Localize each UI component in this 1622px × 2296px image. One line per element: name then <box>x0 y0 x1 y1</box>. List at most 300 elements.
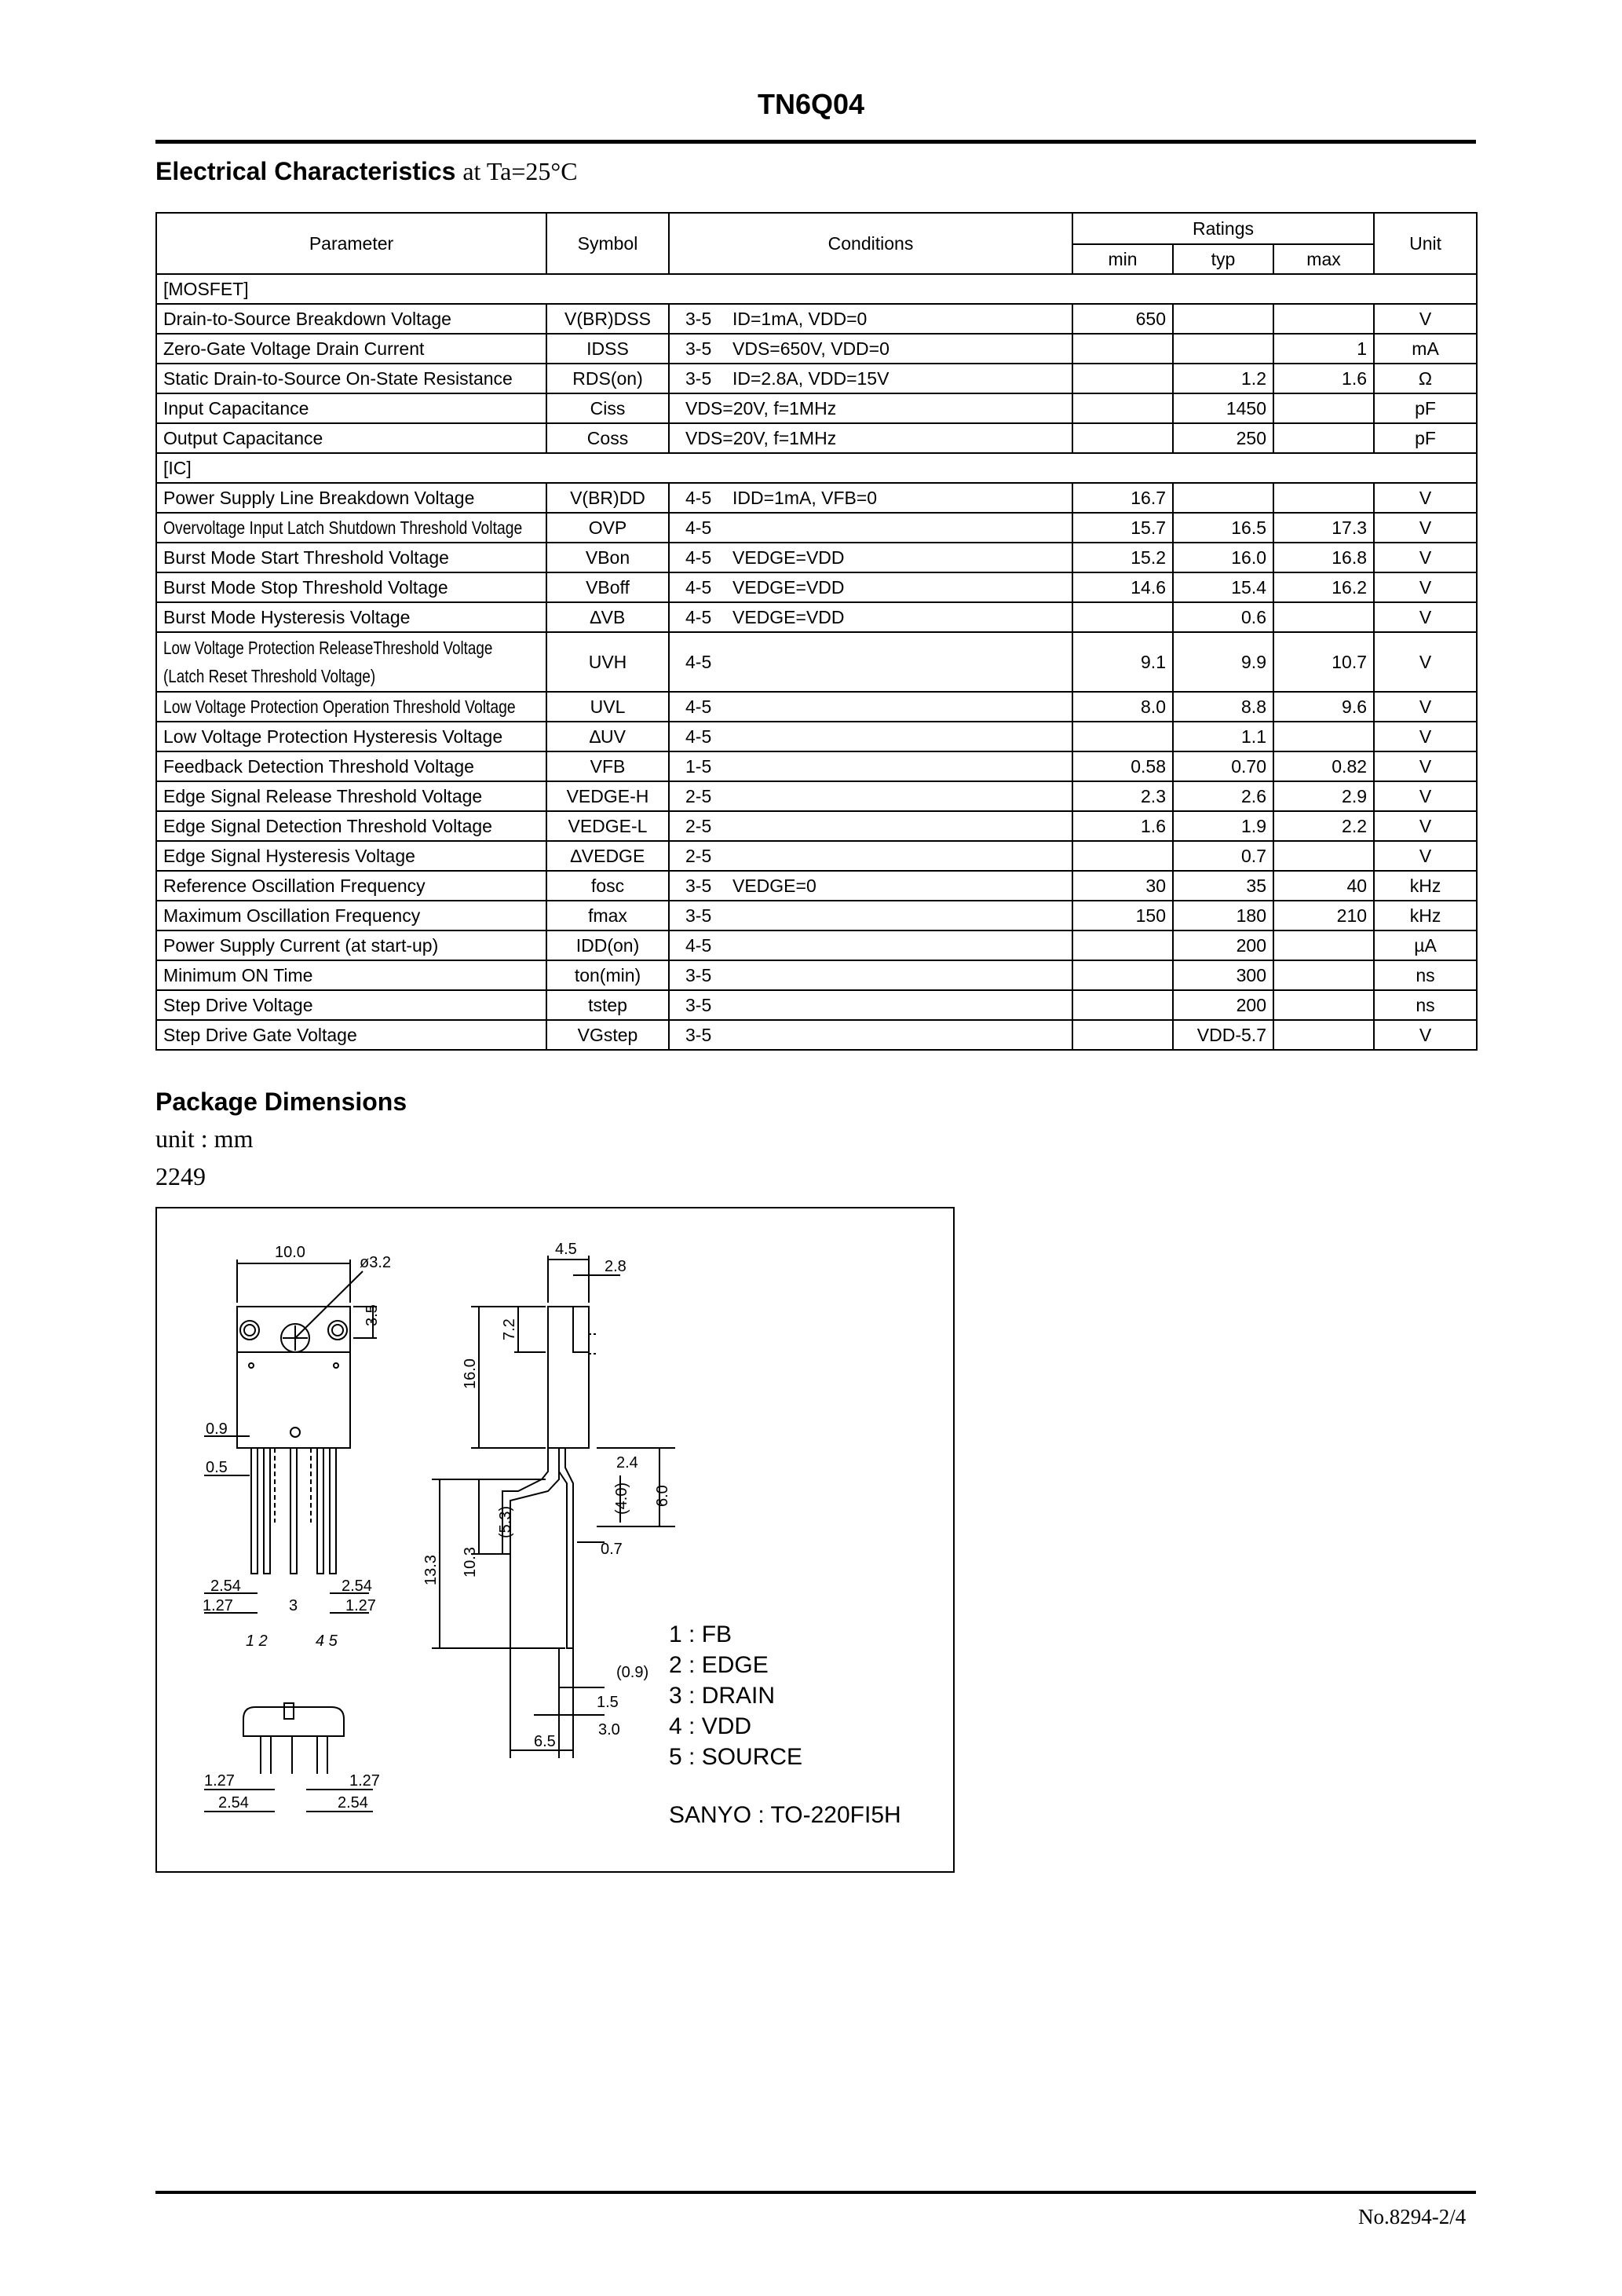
param-cell-text: Reference Oscillation Frequency <box>163 875 426 896</box>
unit-cell <box>1374 513 1477 543</box>
typ-cell <box>1173 483 1273 513</box>
max-cell-text: 2.2 <box>1342 815 1368 836</box>
title-divider <box>155 140 1476 144</box>
conditions-cell <box>669 543 1072 572</box>
param-cell-text: Output Capacitance <box>163 427 323 448</box>
unit-cell-text: pF <box>1415 427 1436 448</box>
typ-cell-text: 300 <box>1236 964 1266 985</box>
symbol-cell-text: fmax <box>588 905 627 926</box>
param-cell <box>156 781 546 811</box>
typ-cell-text: 8.8 <box>1241 696 1266 717</box>
dim-103: 10.3 <box>462 1547 479 1578</box>
package-drawing <box>157 1208 953 1871</box>
min-cell <box>1072 483 1173 513</box>
max-cell-text: 1 <box>1357 338 1368 359</box>
symbol-cell <box>546 692 669 722</box>
dim-254-bottom-right: 2.54 <box>338 1794 368 1812</box>
typ-cell-text: 2.6 <box>1241 785 1266 806</box>
package-code: 2249 <box>155 1162 206 1190</box>
dim-05: 0.5 <box>206 1459 228 1476</box>
table-row <box>156 901 1477 930</box>
max-cell <box>1273 602 1374 632</box>
col-unit: Unit <box>1374 213 1477 274</box>
param-cell-text: Low Voltage Protection Operation Threshold Voltage <box>163 696 516 717</box>
unit-cell-text: kHz <box>1409 905 1441 926</box>
conditions-cell <box>669 722 1072 751</box>
typ-cell-text: 35 <box>1246 875 1266 896</box>
param-cell <box>156 751 546 781</box>
max-cell <box>1273 722 1374 751</box>
conditions-cell <box>669 632 1072 692</box>
table-row <box>156 960 1477 990</box>
param-cell-text: Step Drive Gate Voltage <box>163 1024 357 1045</box>
col-max: max <box>1273 244 1374 274</box>
col-parameter: Parameter <box>156 213 546 274</box>
unit-cell-text: V <box>1419 755 1432 777</box>
pins-text: 4-5 <box>685 487 712 508</box>
unit-cell <box>1374 393 1477 423</box>
symbol-cell <box>546 572 669 602</box>
min-cell-text: 16.7 <box>1131 487 1166 508</box>
param-cell-text: Step Drive Voltage <box>163 994 313 1015</box>
typ-cell-text: 200 <box>1236 934 1266 956</box>
param-cell-text: Burst Mode Start Threshold Voltage <box>163 547 449 568</box>
param-cell-text: Edge Signal Detection Threshold Voltage <box>163 815 492 836</box>
conditions-cell <box>669 364 1072 393</box>
conditions-cell <box>669 901 1072 930</box>
param-cell <box>156 364 546 393</box>
symbol-cell-text: V(BR)DSS <box>564 308 651 329</box>
unit-cell <box>1374 990 1477 1020</box>
pins-text: 3-5 <box>685 964 712 985</box>
document-title: TN6Q04 <box>757 88 865 120</box>
typ-cell <box>1173 990 1273 1020</box>
typ-cell-text: 1.1 <box>1241 726 1266 747</box>
group-ic-row <box>156 453 1477 483</box>
typ-cell <box>1173 781 1273 811</box>
col-symbol: Symbol <box>546 213 669 274</box>
param-cell <box>156 722 546 751</box>
symbol-cell <box>546 602 669 632</box>
col-ratings: Ratings <box>1072 213 1374 244</box>
typ-cell <box>1173 1020 1273 1050</box>
param-cell-text: Zero-Gate Voltage Drain Current <box>163 338 425 359</box>
table-row <box>156 841 1477 871</box>
unit-cell <box>1374 960 1477 990</box>
typ-cell-text: 16.5 <box>1231 517 1266 538</box>
param-text: (Latch Reset Threshold Voltage) <box>163 666 376 686</box>
unit-cell <box>1374 572 1477 602</box>
min-cell <box>1072 990 1173 1020</box>
param-cell <box>156 901 546 930</box>
dim-width: 10.0 <box>275 1244 305 1261</box>
condition-text: VEDGE=VDD <box>732 547 845 568</box>
unit-cell <box>1374 811 1477 841</box>
typ-cell <box>1173 692 1273 722</box>
min-cell <box>1072 334 1173 364</box>
heading-text: Electrical Characteristics <box>155 157 456 185</box>
typ-cell-text: 180 <box>1236 905 1266 926</box>
dim-body-height: 16.0 <box>462 1358 479 1389</box>
param-cell <box>156 1020 546 1050</box>
group-mosfet-row-label-text: [MOSFET] <box>163 278 249 299</box>
param-cell-text: Static Drain-to-Source On-State Resistance <box>163 367 513 389</box>
max-cell-text: 2.9 <box>1342 785 1368 806</box>
table-row <box>156 483 1477 513</box>
param-cell <box>156 871 546 901</box>
min-cell-text: 1.6 <box>1141 815 1166 836</box>
group-ic-row-label <box>156 453 1477 483</box>
max-cell <box>1273 513 1374 543</box>
table-row <box>156 334 1477 364</box>
pins-text: 2-5 <box>685 845 712 866</box>
symbol-cell <box>546 543 669 572</box>
max-cell-text: 0.82 <box>1332 755 1368 777</box>
max-cell <box>1273 334 1374 364</box>
table-row <box>156 781 1477 811</box>
min-cell <box>1072 841 1173 871</box>
dim-tab-height: 7.2 <box>501 1318 518 1340</box>
min-cell <box>1072 751 1173 781</box>
param-cell-text: Burst Mode Hysteresis Voltage <box>163 606 411 627</box>
typ-cell <box>1173 811 1273 841</box>
symbol-cell-text: VBoff <box>586 576 630 598</box>
electrical-characteristics-heading <box>155 157 578 186</box>
typ-cell-text: 200 <box>1236 994 1266 1015</box>
unit-cell-text: ns <box>1416 964 1435 985</box>
dim-65: 6.5 <box>534 1733 556 1750</box>
pins-text: 2-5 <box>685 815 712 836</box>
unit-cell <box>1374 841 1477 871</box>
dim-30: 3.0 <box>598 1721 620 1738</box>
typ-cell-text: 9.9 <box>1241 651 1266 672</box>
max-cell <box>1273 692 1374 722</box>
param-cell <box>156 483 546 513</box>
max-cell-text: 10.7 <box>1332 651 1368 672</box>
typ-cell-text: 1.9 <box>1241 815 1266 836</box>
conditions-cell <box>669 811 1072 841</box>
dim-127-left: 1.27 <box>203 1597 233 1614</box>
min-cell <box>1072 304 1173 334</box>
symbol-cell <box>546 423 669 453</box>
pins-text: 3-5 <box>685 905 712 926</box>
min-cell <box>1072 692 1173 722</box>
package-dimensions-heading: Package Dimensions <box>155 1088 407 1116</box>
table-row <box>156 990 1477 1020</box>
min-cell-text: 30 <box>1145 875 1166 896</box>
max-cell <box>1273 393 1374 423</box>
unit-cell-text: V <box>1419 845 1432 866</box>
max-cell-text: 16.8 <box>1332 547 1368 568</box>
typ-cell <box>1173 751 1273 781</box>
pins-text: 4-5 <box>685 726 712 747</box>
dim-h6: 6.0 <box>654 1485 671 1507</box>
unit-cell-text: V <box>1419 576 1432 598</box>
dim-133: 13.3 <box>422 1555 440 1585</box>
min-cell-text: 9.1 <box>1141 651 1166 672</box>
group-mosfet-row-label <box>156 274 1477 304</box>
param-cell <box>156 841 546 871</box>
symbol-cell <box>546 364 669 393</box>
conditions-cell <box>669 334 1072 364</box>
unit-cell <box>1374 334 1477 364</box>
min-cell <box>1072 632 1173 692</box>
max-cell <box>1273 1020 1374 1050</box>
group-mosfet-row <box>156 274 1477 304</box>
symbol-cell <box>546 960 669 990</box>
pin-4: 4 : VDD <box>669 1713 752 1739</box>
max-cell-text: 16.2 <box>1332 576 1368 598</box>
symbol-cell <box>546 1020 669 1050</box>
unit-cell-text: pF <box>1415 397 1436 419</box>
min-cell <box>1072 423 1173 453</box>
col-conditions: Conditions <box>669 213 1072 274</box>
front-tab <box>237 1307 350 1352</box>
conditions-cell <box>669 781 1072 811</box>
unit-cell-text: V <box>1419 547 1432 568</box>
unit-cell <box>1374 1020 1477 1050</box>
min-cell <box>1072 543 1173 572</box>
symbol-cell <box>546 722 669 751</box>
unit-cell-text: Ω <box>1418 367 1433 389</box>
param-cell-text: Low Voltage Protection Hysteresis Voltage <box>163 726 503 747</box>
pins-text: 3-5 <box>685 1024 712 1045</box>
dim-254-bottom-left: 2.54 <box>218 1794 249 1812</box>
table-row <box>156 572 1477 602</box>
unit-cell <box>1374 602 1477 632</box>
unit-cell-text: V <box>1419 606 1432 627</box>
condition-text: VDS=650V, VDD=0 <box>732 338 890 359</box>
param-cell <box>156 960 546 990</box>
pins-text: 4-5 <box>685 696 712 717</box>
unit-cell <box>1374 692 1477 722</box>
typ-cell <box>1173 722 1273 751</box>
typ-cell-text: 250 <box>1236 427 1266 448</box>
param-cell <box>156 572 546 602</box>
symbol-cell-text: ∆UV <box>589 726 627 747</box>
typ-cell-text: 1450 <box>1226 397 1266 419</box>
unit-cell-text: V <box>1419 726 1432 747</box>
symbol-cell <box>546 811 669 841</box>
unit-cell <box>1374 781 1477 811</box>
condition-text: ID=2.8A, VDD=15V <box>732 367 890 389</box>
symbol-cell-text: V(BR)DD <box>570 487 645 508</box>
unit-cell <box>1374 722 1477 751</box>
pin-2: 2 : EDGE <box>669 1652 769 1678</box>
max-cell-text: 9.6 <box>1342 696 1368 717</box>
dim-09: 0.9 <box>206 1420 228 1438</box>
heading-condition: at Ta=25°C <box>462 157 578 185</box>
group-ic-row-label-text: [IC] <box>163 457 192 478</box>
header-row <box>156 213 1477 244</box>
table-row <box>156 692 1477 722</box>
max-cell <box>1273 364 1374 393</box>
condition-text: VEDGE=0 <box>732 875 816 896</box>
symbol-cell <box>546 901 669 930</box>
min-cell-text: 150 <box>1135 905 1166 926</box>
unit-cell-text: V <box>1419 517 1432 538</box>
typ-cell-text: 1.2 <box>1241 367 1266 389</box>
min-cell <box>1072 871 1173 901</box>
symbol-cell <box>546 632 669 692</box>
min-cell-text: 8.0 <box>1141 696 1166 717</box>
conditions-cell <box>669 602 1072 632</box>
min-cell <box>1072 1020 1173 1050</box>
symbol-cell <box>546 871 669 901</box>
unit-cell-text: µA <box>1414 934 1437 956</box>
param-cell <box>156 513 546 543</box>
param-cell <box>156 602 546 632</box>
symbol-cell-text: tstep <box>588 994 627 1015</box>
unit-cell <box>1374 483 1477 513</box>
max-cell <box>1273 632 1374 692</box>
unit-cell <box>1374 423 1477 453</box>
typ-cell <box>1173 632 1273 692</box>
dim-thickness: 4.5 <box>555 1241 577 1258</box>
condition-text: VDS=20V, f=1MHz <box>685 397 837 419</box>
unit-cell <box>1374 871 1477 901</box>
min-cell <box>1072 602 1173 632</box>
condition-text: VEDGE=VDD <box>732 606 845 627</box>
table-row <box>156 751 1477 781</box>
symbol-cell-text: VEDGE-H <box>566 785 649 806</box>
pin-nums-4-5: 4 5 <box>316 1632 338 1650</box>
max-cell <box>1273 483 1374 513</box>
max-cell <box>1273 751 1374 781</box>
min-cell-text: 15.2 <box>1131 547 1166 568</box>
unit-cell <box>1374 751 1477 781</box>
min-cell-text: 15.7 <box>1131 517 1166 538</box>
pins-text: 3-5 <box>685 308 712 329</box>
table-row <box>156 930 1477 960</box>
symbol-cell-text: RDS(on) <box>572 367 643 389</box>
table-row <box>156 543 1477 572</box>
conditions-cell <box>669 960 1072 990</box>
table-row <box>156 304 1477 334</box>
symbol-cell <box>546 930 669 960</box>
table-row <box>156 871 1477 901</box>
symbol-cell-text: Coss <box>586 427 629 448</box>
symbol-cell-text: VBon <box>585 547 630 568</box>
typ-cell <box>1173 543 1273 572</box>
unit-cell <box>1374 543 1477 572</box>
min-cell <box>1072 960 1173 990</box>
symbol-cell-text: VFB <box>590 755 626 777</box>
typ-cell <box>1173 960 1273 990</box>
symbol-cell <box>546 990 669 1020</box>
pin-nums-1-2: 1 2 <box>246 1632 268 1650</box>
max-cell <box>1273 304 1374 334</box>
pins-text: 4-5 <box>685 606 712 627</box>
param-cell-text: Feedback Detection Threshold Voltage <box>163 755 474 777</box>
dim-hole-offset: 3.5 <box>363 1304 381 1326</box>
pins-text: 2-5 <box>685 785 712 806</box>
typ-cell <box>1173 871 1273 901</box>
pin-3: 3 : DRAIN <box>669 1683 776 1709</box>
param-cell <box>156 334 546 364</box>
dim-127-bottom-left: 1.27 <box>204 1772 235 1790</box>
min-cell <box>1072 513 1173 543</box>
conditions-cell <box>669 304 1072 334</box>
symbol-cell-text: VEDGE-L <box>568 815 648 836</box>
typ-cell <box>1173 841 1273 871</box>
symbol-cell-text: Ciss <box>590 397 626 419</box>
param-cell <box>156 692 546 722</box>
pins-text: 4-5 <box>685 547 712 568</box>
param-cell-text: Minimum ON Time <box>163 964 313 985</box>
unit-cell-text: ns <box>1416 994 1435 1015</box>
max-cell-text: 40 <box>1346 875 1368 896</box>
unit-cell-text: V <box>1419 696 1432 717</box>
dim-tab: 2.8 <box>605 1258 627 1275</box>
typ-cell-text: VDD-5.7 <box>1196 1024 1266 1045</box>
max-cell <box>1273 572 1374 602</box>
typ-cell <box>1173 901 1273 930</box>
dim-53: (5.3) <box>497 1505 514 1538</box>
symbol-cell <box>546 334 669 364</box>
symbol-cell-text: UVL <box>590 696 626 717</box>
min-cell <box>1072 572 1173 602</box>
param-text: Low Voltage Protection ReleaseThreshold Voltage <box>163 638 493 658</box>
symbol-cell-text: ∆VEDGE <box>570 845 645 866</box>
col-typ: typ <box>1173 244 1273 274</box>
conditions-cell <box>669 692 1072 722</box>
min-cell <box>1072 811 1173 841</box>
param-cell-text: Power Supply Line Breakdown Voltage <box>163 487 475 508</box>
unit-cell-text: V <box>1419 308 1432 329</box>
typ-cell-text: 0.6 <box>1241 606 1266 627</box>
unit-cell-text: V <box>1419 487 1432 508</box>
typ-cell-text: 0.70 <box>1231 755 1266 777</box>
table-row <box>156 811 1477 841</box>
max-cell-text: 1.6 <box>1342 367 1368 389</box>
pins-text: 4-5 <box>685 517 712 538</box>
typ-cell-text: 0.7 <box>1241 845 1266 866</box>
min-cell-text: 2.3 <box>1141 785 1166 806</box>
min-cell <box>1072 901 1173 930</box>
max-cell <box>1273 811 1374 841</box>
pins-text: 3-5 <box>685 367 712 389</box>
condition-text: VEDGE=VDD <box>732 576 845 598</box>
pins-text: 4-5 <box>685 651 712 672</box>
min-cell <box>1072 781 1173 811</box>
symbol-cell <box>546 393 669 423</box>
max-cell <box>1273 543 1374 572</box>
unit-cell <box>1374 632 1477 692</box>
package-name: SANYO : TO-220FI5H <box>669 1802 901 1828</box>
max-cell <box>1273 423 1374 453</box>
pins-text: 3-5 <box>685 875 712 896</box>
max-cell-text: 17.3 <box>1332 517 1368 538</box>
symbol-cell-text: fosc <box>590 875 625 896</box>
min-cell-text: 0.58 <box>1131 755 1166 777</box>
param-cell-text: Burst Mode Stop Threshold Voltage <box>163 576 448 598</box>
max-cell-text: 210 <box>1336 905 1368 926</box>
table-row <box>156 722 1477 751</box>
pin-assignment-list <box>669 1619 802 1772</box>
side-body <box>548 1307 589 1448</box>
typ-cell <box>1173 513 1273 543</box>
table-row <box>156 393 1477 423</box>
min-cell <box>1072 364 1173 393</box>
pins-text: 4-5 <box>685 934 712 956</box>
symbol-cell <box>546 513 669 543</box>
conditions-cell <box>669 393 1072 423</box>
dim-hole: ø3.2 <box>360 1254 392 1271</box>
typ-cell <box>1173 423 1273 453</box>
conditions-cell <box>669 513 1072 543</box>
condition-text: IDD=1mA, VFB=0 <box>732 487 878 508</box>
